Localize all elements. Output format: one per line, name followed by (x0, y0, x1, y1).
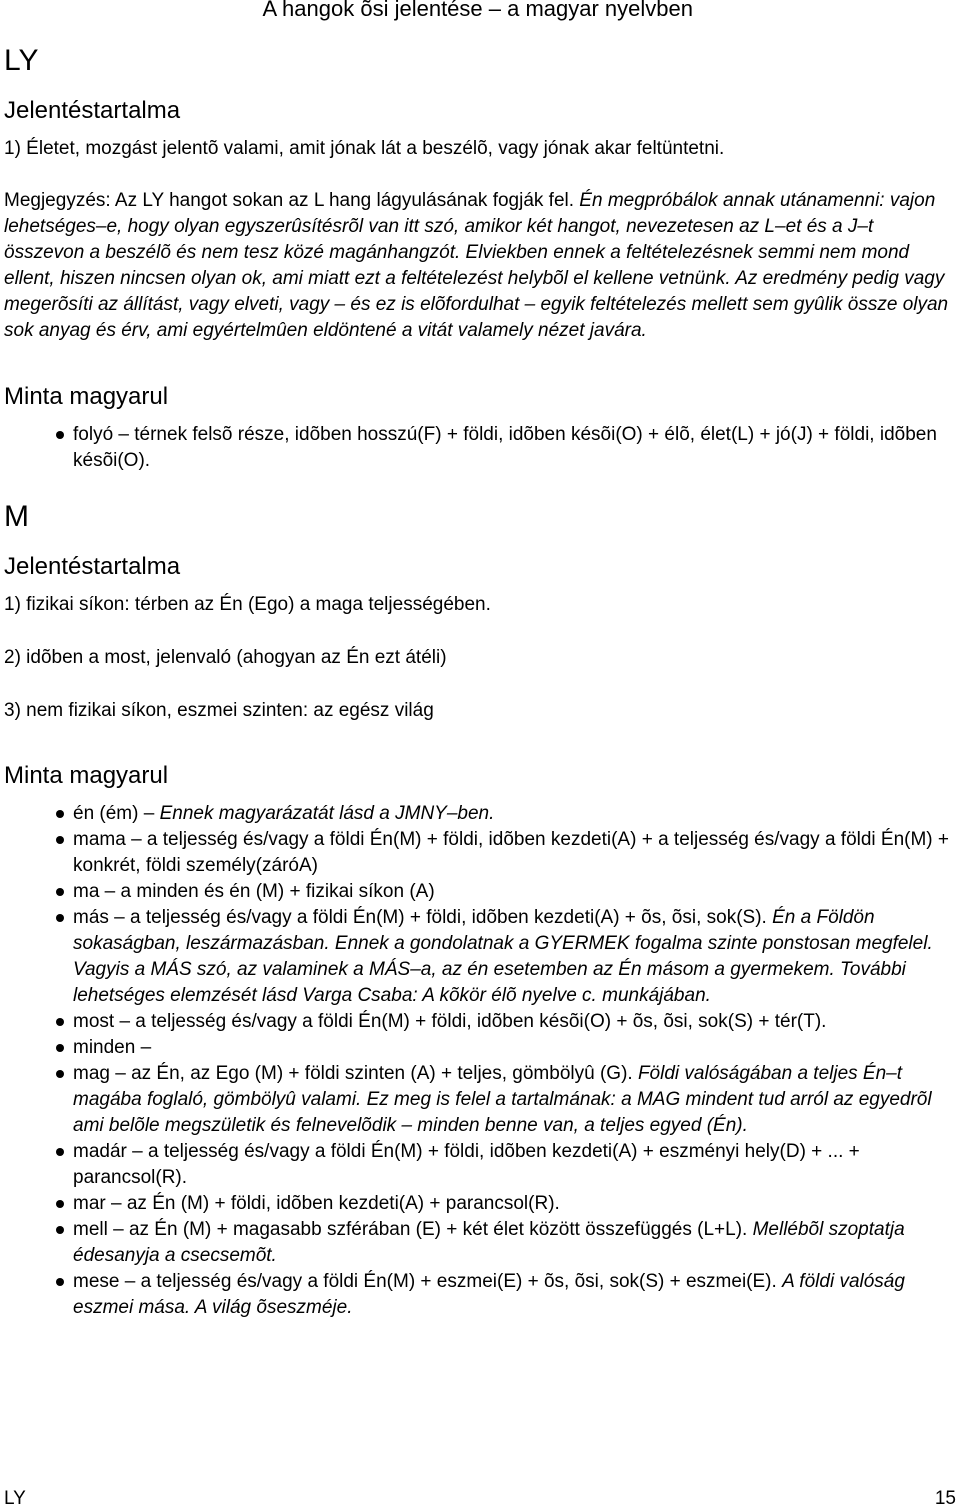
list-item (4, 1269, 956, 1321)
list-item (4, 1139, 956, 1191)
meaning-heading-ly: Jelentéstartalma (4, 97, 181, 124)
entry-text: folyó – térnek felsõ része, idõben hosszú(F) + földi, idõben késõi(O) + élõ, élet(L) + jó(J) + földi, idõben késõi(O). (73, 424, 937, 471)
samples-heading-m: Minta magyarul (4, 762, 169, 789)
note-body: Én megpróbálok annak utánamenni: vajon lehetséges–e, hogy olyan egyszerûsítésrõl van itt szó, amikor két hangot, nevezetesen az L–et és a J–t összevon a beszélõ és nem tesz közé magánhangzót. Elviekben ennek a feltételezésnek semmi nem mond ellent, hiszen nincsen olyan ok, ami miatt ezt a feltételezést helybõl el kellene vetnünk. Az eredmény pedig vagy megerõsíti az állítást, vagy elveti, vagy – és ez is elõfordulhat – egyik feltételezés mellett sem gyûlik össze olyan sok anyag és érv, ami egyértelmûen eldöntené a vitát valamely nézet javára. (4, 190, 949, 341)
list-item (4, 1035, 956, 1061)
page-footer (4, 1486, 956, 1512)
samples-list-m (4, 801, 956, 1321)
samples-heading-ly: Minta magyarul (4, 383, 169, 410)
list-item (4, 827, 956, 879)
entry-text: mar – az Én (M) + földi, idõben kezdeti(A) + parancsol(R). (73, 1193, 560, 1214)
meaning-heading-m: Jelentéstartalma (4, 553, 181, 580)
note-paragraph-ly (4, 188, 956, 344)
page-number: 15 (934, 1488, 956, 1509)
list-item (4, 1191, 956, 1217)
list-item (4, 905, 956, 1009)
note-lead: Megjegyzés: Az LY hangot sokan az L hang lágyulásának fogják fel. (4, 190, 575, 211)
entry-text: madár – a teljesség és/vagy a földi Én(M) + földi, idõben kezdeti(A) + eszményi hely(D) + ... + parancsol(R). (73, 1141, 860, 1188)
meaning-ly-1: 1) Életet, mozgást jelentõ valami, amit jónak lát a beszélõ, vagy jónak akar feltüntetni. (4, 138, 725, 159)
meaning-m-1: 1) fizikai síkon: térben az Én (Ego) a maga teljességében. (4, 594, 491, 615)
meaning-m-3: 3) nem fizikai síkon, eszmei szinten: az egész világ (4, 700, 434, 721)
list-item (4, 1009, 956, 1035)
list-item (4, 1217, 956, 1269)
entry-text: én (ém) – (73, 803, 160, 824)
entry-text: mese – a teljesség és/vagy a földi Én(M) + eszmei(E) + õs, õsi, sok(S) + eszmei(E). (73, 1271, 783, 1292)
entry-text: mama – a teljesség és/vagy a földi Én(M) + földi, idõben kezdeti(A) + a teljesség és/vagy a földi Én(M) + konkrét, földi személy(záróA) (73, 829, 950, 876)
entry-text: minden – (73, 1037, 152, 1058)
page-content (4, 36, 956, 1339)
entry-commentary: Ennek magyarázatát lásd a JMNY–ben. (159, 803, 495, 824)
meaning-m-2: 2) idõben a most, jelenvaló (ahogyan az Én ezt átéli) (4, 647, 447, 668)
list-item (4, 422, 956, 474)
entry-text: ma – a minden és én (M) + fizikai síkon (A) (73, 881, 435, 902)
list-item (4, 1061, 956, 1139)
entry-text: más – a teljesség és/vagy a földi Én(M) + földi, idõben kezdeti(A) + õs, õsi, sok(S). (73, 907, 773, 928)
section-title-m: M (4, 500, 29, 533)
entry-text: mag – az Én, az Ego (M) + földi szinten (A) + teljes, gömbölyû (G). (73, 1063, 638, 1084)
entry-text: most – a teljesség és/vagy a földi Én(M) + földi, idõben késõi(O) + õs, õsi, sok(S) + tér(T). (73, 1011, 827, 1032)
entry-commentary: Én a Földön sokaságban, leszármazásban. Ennek a gondolatnak a GYERMEK fogalma szinte ponstosan megfelel. Vagyis a MÁS szó, az valaminek a MÁS–a, az én esetemben az Én másom a gyermekem. További lehetséges elemzését lásd Varga Csaba: A kõkör élõ nyelve c. munkájában. (73, 907, 933, 1006)
entry-commentary: Földi valóságában a teljes Én–t magába foglaló, gömbölyû valami. Ez meg is felel a tartalmának: a MAG mindent tud arról az egyedrõl ami belõle megszületik és felnevelõdik – minden benne van, a teljes egyed (Én). (73, 1063, 932, 1136)
samples-list-ly (4, 422, 956, 474)
entry-commentary: A földi valóság eszmei mása. A világ õseszméje. (73, 1271, 905, 1318)
list-item (4, 879, 956, 905)
running-header: A hangok õsi jelentése – a magyar nyelvben (262, 0, 693, 21)
entry-commentary: Mellébõl szoptatja édesanyja a csecsemõt. (73, 1219, 905, 1266)
section-title-ly: LY (4, 44, 39, 77)
entry-text: mell – az Én (M) + magasabb szférában (E) + két élet között összefüggés (L+L). (73, 1219, 753, 1240)
list-item (4, 801, 956, 827)
footer-section-label: LY (4, 1488, 26, 1509)
